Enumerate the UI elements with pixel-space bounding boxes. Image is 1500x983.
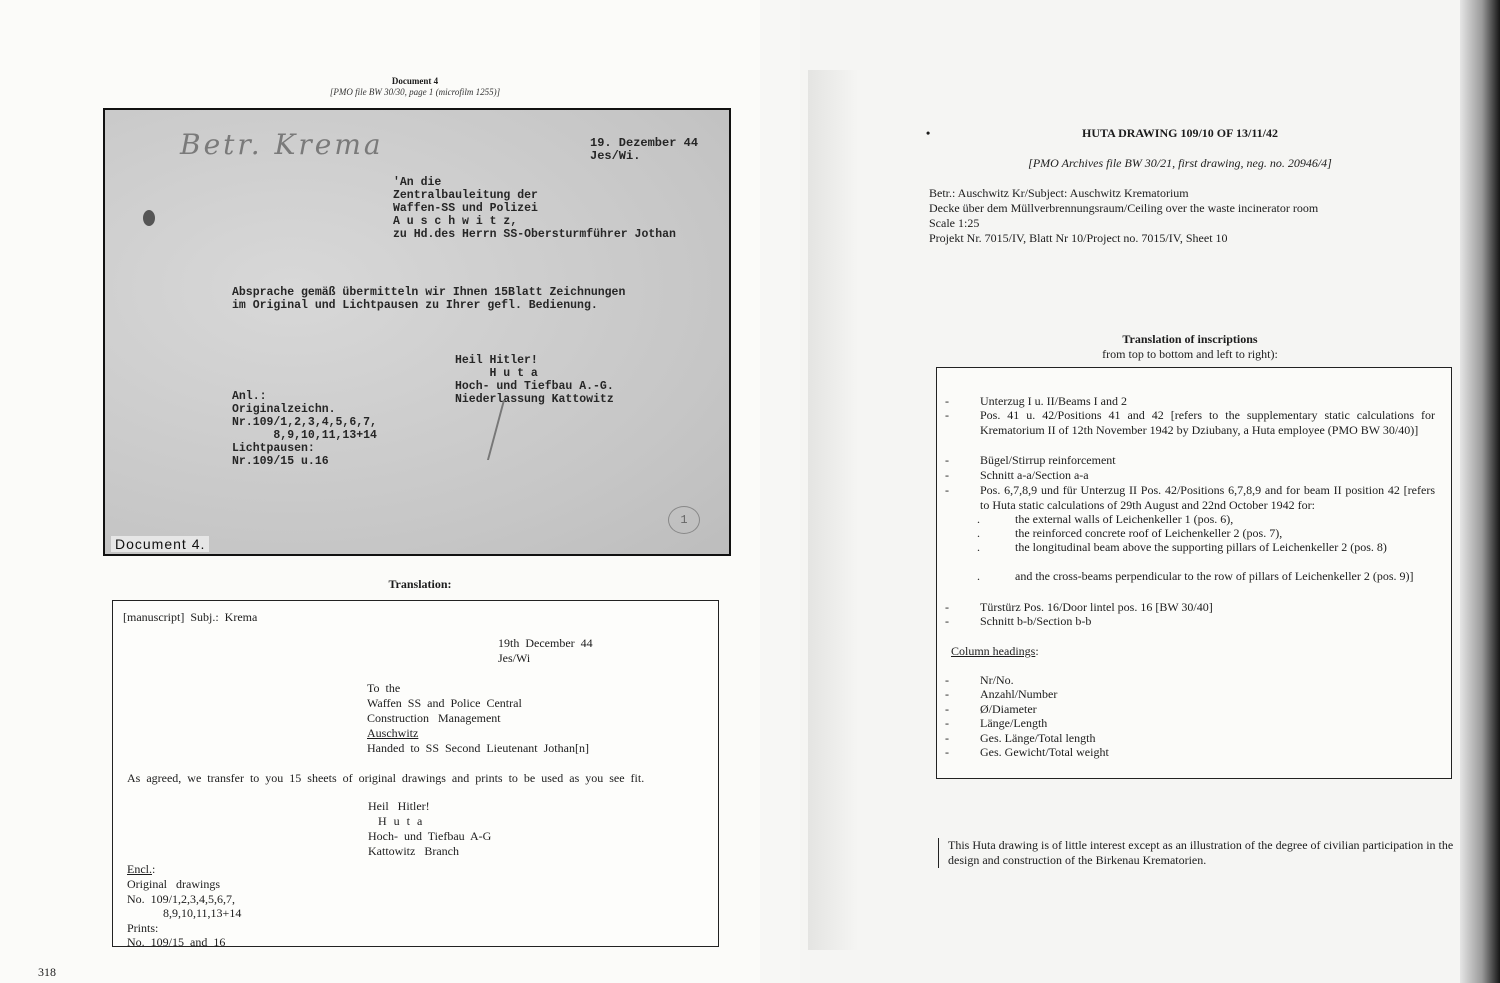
page-edge-shadow bbox=[1460, 0, 1500, 983]
translation-to-line: Construction Management bbox=[367, 711, 501, 725]
column-item: - Anzahl/Number bbox=[945, 687, 1058, 701]
translation-box bbox=[112, 600, 719, 947]
inscriptions-title: Translation of inscriptions bbox=[1122, 332, 1258, 346]
signature-mark bbox=[487, 400, 545, 460]
translation-encl-line: 8,9,10,11,13+14 bbox=[163, 906, 242, 920]
translation-to-line: To the bbox=[367, 681, 401, 695]
bullet-mark: • bbox=[926, 126, 931, 140]
drawing-metadata: Betr.: Auschwitz Kr/Subject: Auschwitz Krematorium Decke über dem Müllverbrennungsraum/Ceiling over the waste incinerator room Scale 1:25 Projekt Nr. 7015/IV, Blatt Nr 10/Project no. 7015/IV, Sheet 10 bbox=[929, 186, 1319, 245]
translation-greeting: H u t a bbox=[378, 814, 425, 828]
sub-list-item: . the longitudinal beam above the supporting pillars of Leichenkeller 2 (pos. 8) bbox=[977, 540, 1387, 554]
list-item: - Bügel/Stirrup reinforcement bbox=[945, 453, 1116, 467]
list-item: - Schnitt a-a/Section a-a bbox=[945, 468, 1089, 482]
drawing-source: [PMO Archives file BW 30/21, first drawing, neg. no. 20946/4] bbox=[1028, 156, 1332, 170]
sub-list-item: . the external walls of Leichenkeller 1 (pos. 6), bbox=[977, 512, 1234, 526]
column-item: - Nr/No. bbox=[945, 673, 1014, 687]
translation-greeting: Heil Hitler! bbox=[368, 799, 430, 813]
original-enclosures: Anl.: Originalzeichn. Nr.109/1,2,3,4,5,6,7, 8,9,10,11,13+14 Lichtpausen: Nr.109/15 u.16 bbox=[232, 390, 377, 468]
document-source: [PMO file BW 30/30, page 1 (microfilm 1255)] bbox=[329, 87, 501, 97]
document-title: Document 4 bbox=[391, 76, 439, 86]
column-item: - Länge/Length bbox=[945, 716, 1048, 730]
circled-number: 1 bbox=[668, 506, 700, 534]
inscriptions-box bbox=[936, 367, 1452, 779]
list-item: - Türstürz Pos. 16/Door lintel pos. 16 [BW 30/40] bbox=[945, 600, 1213, 614]
book-gutter bbox=[808, 70, 858, 950]
list-item: - Unterzug I u. II/Beams I and 2 bbox=[945, 394, 1127, 408]
translation-subject: [manuscript] Subj.: Krema bbox=[123, 610, 258, 624]
translation-encl-heading: Encl.: bbox=[127, 862, 156, 876]
translation-greeting: Kattowitz Branch bbox=[368, 844, 459, 858]
original-body: Absprache gemäß übermitteln wir Ihnen 15Blatt Zeichnungen im Original und Lichtpausen zu Ihrer gefl. Bedienung. bbox=[232, 286, 626, 312]
document-header bbox=[250, 76, 580, 98]
translation-body: As agreed, we transfer to you 15 sheets of original drawings and prints to be used as you see fit. bbox=[127, 771, 645, 785]
punch-hole bbox=[143, 210, 155, 226]
inscriptions-heading bbox=[1030, 332, 1350, 362]
original-address: 'An die Zentralbauleitung der Waffen-SS und Polizei A u s c h w i t z, zu Hd.des Herrn SS-Obersturmführer Jothan bbox=[393, 176, 676, 241]
photo-caption-label: Document 4. bbox=[111, 536, 209, 552]
column-headings-label: Column headings: bbox=[951, 644, 1039, 658]
page-number: 318 bbox=[38, 965, 56, 979]
sub-list-item: . the reinforced concrete roof of Leichenkeller 2 (pos. 7), bbox=[977, 526, 1283, 540]
list-item: - Pos. 41 u. 42/Positions 41 and 42 [refers to the supplementary static calculations for Krematorium II of 12th November 1942 by Dziubany, a Huta employee (PMO BW 30/40)] bbox=[945, 408, 1435, 437]
column-item: - Ø/Diameter bbox=[945, 702, 1037, 716]
translation-encl-line: No. 109/1,2,3,4,5,6,7, bbox=[127, 892, 235, 906]
original-greeting: Heil Hitler! H u t a Hoch- und Tiefbau A.-G. Niederlassung Kattowitz bbox=[455, 354, 614, 406]
translation-encl-line: Prints: bbox=[127, 921, 159, 935]
commentary-note: This Huta drawing is of little interest except as an illustration of the degree of civilian participation in the design and construction of the Birkenau Krematorien. bbox=[938, 838, 1458, 868]
list-item: - Pos. 6,7,8,9 und für Unterzug II Pos. 42/Positions 6,7,8,9 and for beam II position 42 [refers to Huta static calculations of 29th August and 22nd October 1942 for: bbox=[945, 483, 1435, 512]
translation-initials: Jes/Wi bbox=[498, 651, 531, 665]
handwritten-note: Betr. Krema bbox=[180, 128, 384, 161]
list-item: - Schnitt b-b/Section b-b bbox=[945, 614, 1092, 628]
translation-to-line: Waffen SS and Police Central bbox=[367, 696, 522, 710]
translation-greeting: Hoch- und Tiefbau A-G bbox=[368, 829, 492, 843]
translation-to-line: Handed to SS Second Lieutenant Jothan[n] bbox=[367, 741, 589, 755]
column-item: - Ges. Länge/Total length bbox=[945, 731, 1096, 745]
inscriptions-subtitle: from top to bottom and left to right): bbox=[1102, 347, 1278, 361]
column-item: - Ges. Gewicht/Total weight bbox=[945, 745, 1109, 759]
translation-encl-line: Original drawings bbox=[127, 877, 220, 891]
translation-heading: Translation: bbox=[388, 577, 452, 591]
drawing-title: HUTA DRAWING 109/10 OF 13/11/42 bbox=[1081, 126, 1278, 140]
sub-list-item: . and the cross-beams perpendicular to the row of pillars of Leichenkeller 2 (pos. 9)] bbox=[977, 569, 1414, 583]
original-date: 19. Dezember 44 Jes/Wi. bbox=[590, 136, 699, 163]
original-letter-photo bbox=[103, 108, 731, 556]
translation-encl-line: No. 109/15 and 16 bbox=[127, 935, 226, 949]
translation-to-line: Auschwitz bbox=[367, 726, 419, 740]
translation-date: 19th December 44 bbox=[498, 636, 593, 650]
